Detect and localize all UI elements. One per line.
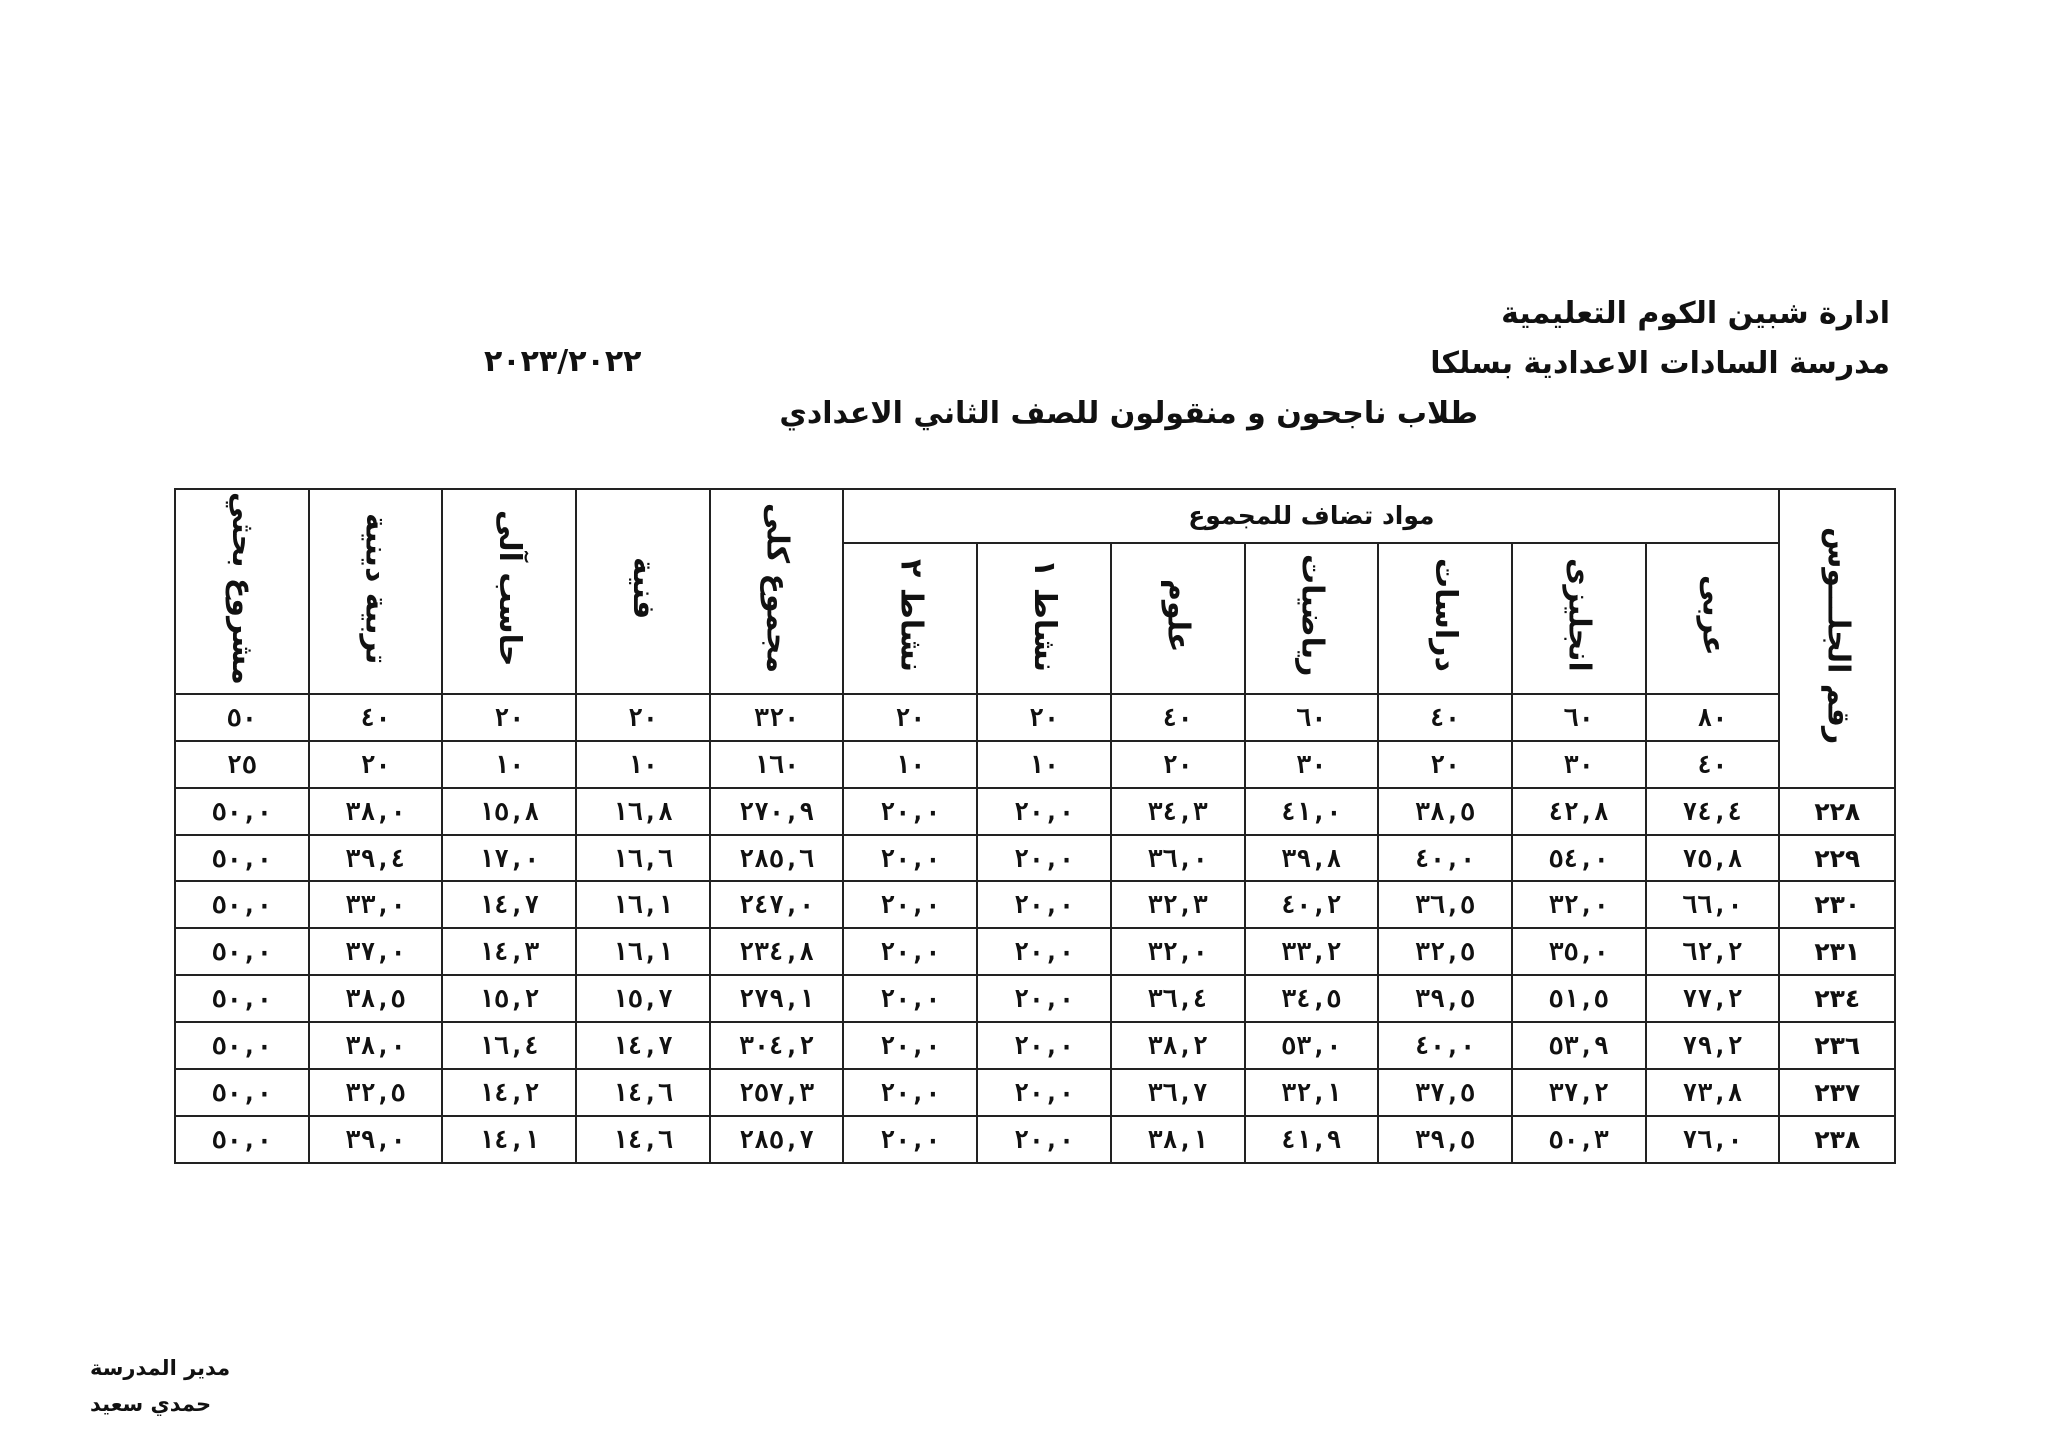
column-header-label: دراسات <box>1428 558 1464 673</box>
max-score-cell: ٨٠ <box>1646 694 1780 741</box>
seat-number-header <box>1779 489 1895 788</box>
max-score-cell: ٦٠ <box>1512 694 1646 741</box>
grade-cell: ٦٦,٠ <box>1646 881 1780 928</box>
min-score-cell: ٢٠ <box>1378 741 1512 788</box>
grade-cell: ٣٩,٤ <box>309 835 443 882</box>
grade-cell: ٢٠,٠ <box>977 1069 1111 1116</box>
grade-cell: ٧٩,٢ <box>1646 1022 1780 1069</box>
grade-cell: ٥٠,٣ <box>1512 1116 1646 1163</box>
column-header <box>175 489 309 694</box>
grade-cell: ٢٠,٠ <box>843 928 977 975</box>
grade-cell: ٢٧٩,١ <box>710 975 844 1022</box>
column-header-label: انجليزى <box>1561 558 1597 673</box>
grade-cell: ٥٠,٠ <box>175 928 309 975</box>
grade-cell: ١٧,٠ <box>442 835 576 882</box>
max-score-cell: ٦٠ <box>1245 694 1379 741</box>
grade-cell: ١٤,٢ <box>442 1069 576 1116</box>
grade-cell: ٥٠,٠ <box>175 1022 309 1069</box>
grade-cell: ٣٤,٥ <box>1245 975 1379 1022</box>
grades-table <box>174 488 1896 1164</box>
academic-year: ٢٠٢٣/٢٠٢٢ <box>484 344 642 379</box>
table-row <box>175 1069 1895 1116</box>
seat-number-cell: ٢٣٠ <box>1779 881 1895 928</box>
grade-cell: ٢٠,٠ <box>843 1069 977 1116</box>
table-row <box>175 975 1895 1022</box>
grade-cell: ٣٨,٢ <box>1111 1022 1245 1069</box>
grade-cell: ٤١,٩ <box>1245 1116 1379 1163</box>
grade-cell: ١٥,٢ <box>442 975 576 1022</box>
grade-cell: ٢٠,٠ <box>843 1116 977 1163</box>
table-row <box>175 788 1895 835</box>
grade-cell: ٤٠,٠ <box>1378 1022 1512 1069</box>
grade-cell: ٢٠,٠ <box>977 928 1111 975</box>
max-score-cell: ٤٠ <box>309 694 443 741</box>
column-header <box>977 543 1111 694</box>
column-header-label: علوم <box>1160 578 1196 653</box>
grade-cell: ١٥,٧ <box>576 975 710 1022</box>
min-score-cell: ١٠ <box>977 741 1111 788</box>
grade-cell: ٢٠,٠ <box>843 1022 977 1069</box>
min-score-cell: ١٠ <box>442 741 576 788</box>
grade-cell: ٧٥,٨ <box>1646 835 1780 882</box>
grade-cell: ٢٠,٠ <box>977 881 1111 928</box>
column-header-label: رياضيات <box>1294 554 1330 677</box>
column-header-label: نشاط ٢ <box>893 558 929 672</box>
column-header-label: مشروع بحثي <box>224 491 260 685</box>
grade-cell: ٧٦,٠ <box>1646 1116 1780 1163</box>
seat-number-cell: ٢٢٩ <box>1779 835 1895 882</box>
grade-cell: ١٤,٧ <box>442 881 576 928</box>
grade-cell: ٣٦,٧ <box>1111 1069 1245 1116</box>
max-score-cell: ٤٠ <box>1111 694 1245 741</box>
column-header-label: نشاط ١ <box>1026 558 1062 672</box>
grade-cell: ٥٠,٠ <box>175 835 309 882</box>
grade-cell: ٥٠,٠ <box>175 881 309 928</box>
grade-cell: ٣٧,٢ <box>1512 1069 1646 1116</box>
grade-cell: ٣٣,٢ <box>1245 928 1379 975</box>
grade-cell: ٧٣,٨ <box>1646 1069 1780 1116</box>
grade-cell: ٢٠,٠ <box>977 975 1111 1022</box>
column-header <box>442 489 576 694</box>
table-row <box>175 881 1895 928</box>
grade-cell: ٣٠٤,٢ <box>710 1022 844 1069</box>
seat-number-cell: ٢٣٤ <box>1779 975 1895 1022</box>
grade-cell: ١٤,٧ <box>576 1022 710 1069</box>
column-header-label: تربية دينية <box>358 512 394 665</box>
grade-cell: ٣٢,٥ <box>309 1069 443 1116</box>
grade-cell: ٥١,٥ <box>1512 975 1646 1022</box>
grade-cell: ٤١,٠ <box>1245 788 1379 835</box>
grade-cell: ٥٣,٠ <box>1245 1022 1379 1069</box>
column-header-label: فنية <box>625 557 661 620</box>
school-name: مدرسة السادات الاعدادية بسلكا <box>1430 346 1890 381</box>
grade-cell: ٣٦,٠ <box>1111 835 1245 882</box>
column-header <box>1245 543 1379 694</box>
column-header <box>1111 543 1245 694</box>
grade-cell: ٢٠,٠ <box>843 975 977 1022</box>
max-score-cell: ٢٠ <box>442 694 576 741</box>
table-row <box>175 1022 1895 1069</box>
grade-cell: ٤٠,٢ <box>1245 881 1379 928</box>
grade-cell: ١٤,٦ <box>576 1116 710 1163</box>
grade-cell: ٣٦,٥ <box>1378 881 1512 928</box>
seat-number-cell: ٢٣٦ <box>1779 1022 1895 1069</box>
grade-cell: ٣٩,٠ <box>309 1116 443 1163</box>
max-score-cell: ٢٠ <box>977 694 1111 741</box>
min-score-cell: ٢٥ <box>175 741 309 788</box>
max-score-cell: ٥٠ <box>175 694 309 741</box>
column-header <box>1646 543 1780 694</box>
grade-cell: ٥٠,٠ <box>175 975 309 1022</box>
grade-cell: ٧٤,٤ <box>1646 788 1780 835</box>
min-score-cell: ٤٠ <box>1646 741 1780 788</box>
grade-cell: ١٦,٨ <box>576 788 710 835</box>
principal-name: حمدي سعيد <box>90 1392 212 1416</box>
grade-cell: ٣٨,٥ <box>1378 788 1512 835</box>
grade-cell: ٣٢,٣ <box>1111 881 1245 928</box>
grade-cell: ٣٩,٥ <box>1378 1116 1512 1163</box>
directorate-name: ادارة شبين الكوم التعليمية <box>1501 296 1890 331</box>
column-header <box>1378 543 1512 694</box>
principal-title: مدير المدرسة <box>90 1356 231 1380</box>
column-header <box>309 489 443 694</box>
grade-cell: ٢٠,٠ <box>843 788 977 835</box>
grade-cell: ٣٣,٠ <box>309 881 443 928</box>
grade-cell: ٦٢,٢ <box>1646 928 1780 975</box>
min-score-cell: ١٠ <box>843 741 977 788</box>
seat-number-cell: ٢٣٨ <box>1779 1116 1895 1163</box>
grade-cell: ١٦,٤ <box>442 1022 576 1069</box>
min-score-cell: ٣٠ <box>1512 741 1646 788</box>
grade-cell: ٤٢,٨ <box>1512 788 1646 835</box>
seat-number-header-label: رقم الجلـــوس <box>1820 526 1856 744</box>
grade-cell: ١٤,٣ <box>442 928 576 975</box>
grade-cell: ٣٧,٠ <box>309 928 443 975</box>
grade-cell: ٢٠,٠ <box>977 835 1111 882</box>
table-row <box>175 1116 1895 1163</box>
grade-cell: ١٦,١ <box>576 928 710 975</box>
grade-cell: ٥٤,٠ <box>1512 835 1646 882</box>
min-score-cell: ٢٠ <box>1111 741 1245 788</box>
grade-cell: ٥٠,٠ <box>175 1069 309 1116</box>
seat-number-cell: ٢٢٨ <box>1779 788 1895 835</box>
grade-cell: ٣٥,٠ <box>1512 928 1646 975</box>
min-score-cell: ٣٠ <box>1245 741 1379 788</box>
min-score-cell: ٢٠ <box>309 741 443 788</box>
grade-cell: ٣٢,١ <box>1245 1069 1379 1116</box>
table-row <box>175 928 1895 975</box>
grade-cell: ٣٩,٥ <box>1378 975 1512 1022</box>
grade-cell: ٣٧,٥ <box>1378 1069 1512 1116</box>
grade-cell: ٢٠,٠ <box>843 881 977 928</box>
grade-cell: ٢٨٥,٧ <box>710 1116 844 1163</box>
grade-cell: ٢٤٧,٠ <box>710 881 844 928</box>
group-header <box>843 489 1779 543</box>
grade-cell: ٧٧,٢ <box>1646 975 1780 1022</box>
grade-cell: ٣٢,٠ <box>1111 928 1245 975</box>
group-header-label: مواد تضاف للمجموع <box>1188 501 1435 531</box>
grade-cell: ٢٧٠,٩ <box>710 788 844 835</box>
column-header-label: حاسب آلى <box>492 510 528 667</box>
column-header <box>576 489 710 694</box>
grade-cell: ٢٨٥,٦ <box>710 835 844 882</box>
grade-cell: ٥٠,٠ <box>175 788 309 835</box>
grade-cell: ٢٠,٠ <box>977 1116 1111 1163</box>
column-header-label: مجموع كلى <box>759 503 795 674</box>
grade-cell: ٤٠,٠ <box>1378 835 1512 882</box>
grade-cell: ١٤,٦ <box>576 1069 710 1116</box>
grade-cell: ١٥,٨ <box>442 788 576 835</box>
grade-cell: ٣٤,٣ <box>1111 788 1245 835</box>
grade-cell: ٣٨,٥ <box>309 975 443 1022</box>
grade-cell: ٣٢,٥ <box>1378 928 1512 975</box>
max-score-cell: ٣٢٠ <box>710 694 844 741</box>
grade-cell: ٥٣,٩ <box>1512 1022 1646 1069</box>
column-header <box>1512 543 1646 694</box>
column-header <box>710 489 844 694</box>
document-title: طلاب ناجحون و منقولون للصف الثاني الاعدادي <box>779 396 1478 431</box>
grade-cell: ٥٠,٠ <box>175 1116 309 1163</box>
grade-cell: ٣٦,٤ <box>1111 975 1245 1022</box>
grade-cell: ١٦,٦ <box>576 835 710 882</box>
grade-cell: ٢٠,٠ <box>843 835 977 882</box>
column-header <box>843 543 977 694</box>
grade-cell: ٢٥٧,٣ <box>710 1069 844 1116</box>
grade-cell: ١٤,١ <box>442 1116 576 1163</box>
column-header-label: عربى <box>1695 574 1731 656</box>
grade-cell: ٣٩,٨ <box>1245 835 1379 882</box>
min-score-cell: ١٦٠ <box>710 741 844 788</box>
max-score-cell: ٤٠ <box>1378 694 1512 741</box>
grade-cell: ٢٠,٠ <box>977 788 1111 835</box>
seat-number-cell: ٢٣١ <box>1779 928 1895 975</box>
table-row <box>175 835 1895 882</box>
grade-cell: ٣٨,٠ <box>309 1022 443 1069</box>
grade-cell: ٣٨,١ <box>1111 1116 1245 1163</box>
grade-cell: ٣٢,٠ <box>1512 881 1646 928</box>
seat-number-cell: ٢٣٧ <box>1779 1069 1895 1116</box>
grade-cell: ٢٣٤,٨ <box>710 928 844 975</box>
grade-cell: ٢٠,٠ <box>977 1022 1111 1069</box>
max-score-cell: ٢٠ <box>843 694 977 741</box>
max-score-cell: ٢٠ <box>576 694 710 741</box>
grade-cell: ٣٨,٠ <box>309 788 443 835</box>
grade-cell: ١٦,١ <box>576 881 710 928</box>
min-score-cell: ١٠ <box>576 741 710 788</box>
